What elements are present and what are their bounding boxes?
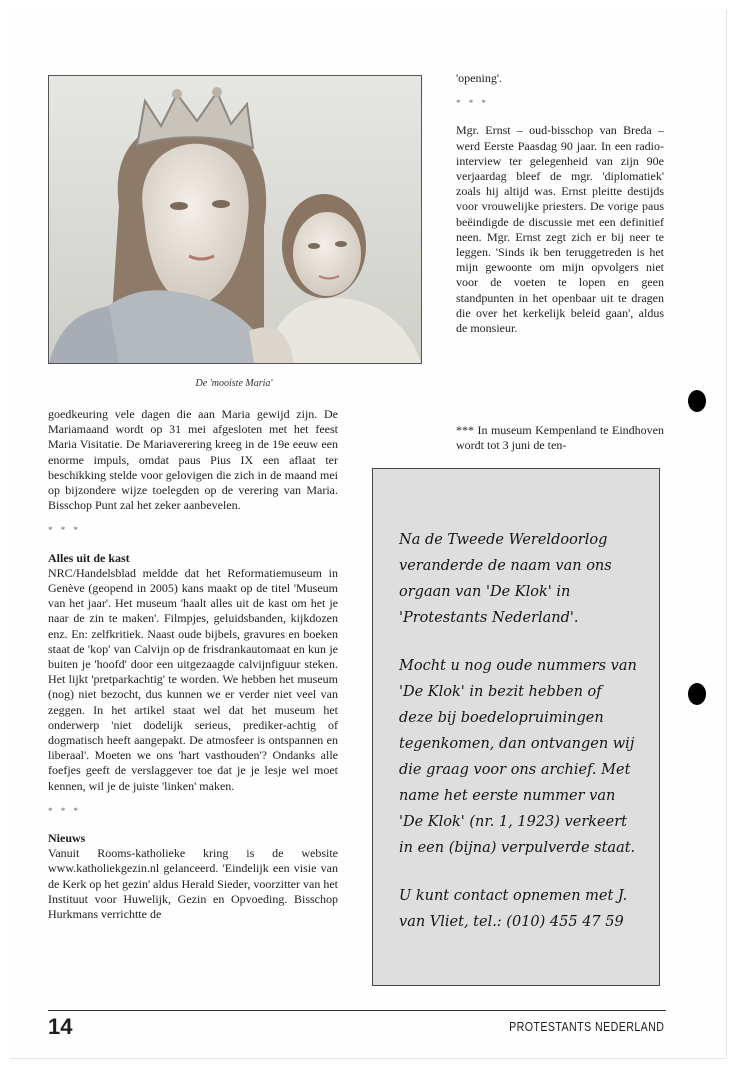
section-heading-nieuws: Nieuws	[48, 831, 86, 846]
kast-paragraph: NRC/Handelsblad meldde dat het Reformatiemuseum in Genève (geopend in 2005) kans maakt op de titel 'Museum van het jaar'. Het museum 'haalt alles uit de kast om het je naar de zin te maken'. Filmpjes, geluidsbanden, kijkdozen enz. En: zelfkritiek. Naast oude bijbels, gravures en boeken staat de 'kop' van Calvijn op de frisdrankautomaat en kun je buiten je 'hoofd' door een uitgezaagde calvijnfiguur steken. Het lijkt 'pretparkachtig' te worden. We hebben het museum (nog) niet bezocht, dus kunnen we er verder niet veel van zeggen. In het artikel staat wel dat het museum het onderwerp 'niet dodelijk serieus, prediker-achtig of dogmatisch heeft aangepakt. De atmosfeer is ontspannen en liberaal'. Moeten we ons 'hart vasthouden'? Ondanks alle foefjes geeft de verslaggever toe dat je je lesje wel moet kennen, wil je de juiste 'linken' maken.	[48, 565, 338, 793]
museum-line-1: *** In museum Kempenland te Eindhoven wordt tot 3 juni de ten-	[456, 423, 664, 453]
right-column	[456, 71, 664, 336]
page-number: 14	[48, 1014, 73, 1039]
binder-hole-icon	[688, 683, 706, 705]
ernst-paragraph: Mgr. Ernst – oud-bisschop van Breda – werd Eerste Paasdag 90 jaar. In een radio-interview ter gelegenheid van zijn 90e verjaardag bleef de mgr. 'diplomatiek' zoals hij altijd was. Ernst pleitte destijds voor vrouwelijke priesters. De vorige paus beëindigde de discussie met een definitief neen. Mgr. Ernst zegt zich er bij neer te leggen. 'Sinds ik ben teruggetreden is het mijn gewoonte om mijn opvolgers niet voor de voeten te lopen en geen standpunten in het openbaar uit te dragen die over het kerkelijk beleid gaan', aldus de monsieur.	[456, 123, 664, 336]
madonna-statue-image	[49, 76, 421, 363]
opening-text: 'opening'.	[456, 71, 502, 85]
separator-stars: * * *	[48, 525, 81, 536]
intro-paragraph: goedkeuring vele dagen die aan Maria gewijd zijn. De Mariamaand wordt op 31 mei afgesloten met het feest Maria Visitatie. De Mariaverering kreeg in de 19e eeuw een enorme impuls, omdat paus Pius IX een aflaat ter beschikking stelde voor gelovigen die zich in de maand mei op bijzondere wijze toelegden op de verering van Maria. Bisschop Punt zal het zeker aanbevelen.	[48, 407, 338, 513]
notice-paragraph-1: Na de Tweede Wereldoorlog veranderde de naam van ons orgaan van 'De Klok' in 'Protestants Nederland'.	[399, 532, 612, 626]
left-column	[48, 407, 338, 922]
binder-hole-icon	[688, 390, 706, 412]
separator-stars: * * *	[456, 98, 489, 109]
photo-caption: De 'mooiste Maria'	[195, 378, 273, 389]
nieuws-paragraph: Vanuit Rooms-katholieke kring is de website www.katholiekgezin.nl gelanceerd. 'Eindelijk een visie van de Kerk op het gezin' aldus Herald Sieder, voorzitter van het Instituut voor Huwelijk, Gezin en Opvoeding. Bisschop Hurkmans verrichtte de	[48, 846, 338, 922]
separator-stars: * * *	[48, 805, 81, 816]
notice-paragraph-2: Mocht u nog oude nummers van 'De Klok' in bezit hebben of deze bij boedelopruimingen tegenkomen, dan ontvangen wij die graag voor ons archief. Met name het eerste nummer van 'De Klok' (nr. 1, 1923) verkeert in een (bijna) verpulverde staat.	[399, 658, 637, 856]
publication-title: PROTESTANTS NEDERLAND	[508, 1019, 664, 1034]
notice-paragraph-3: U kunt contact opnemen met J. van Vliet, tel.: (010) 455 47 59	[399, 888, 628, 930]
madonna-photo	[48, 75, 422, 364]
archive-notice-box	[372, 468, 660, 986]
footer-rule	[48, 1010, 666, 1011]
section-heading-kast: Alles uit de kast	[48, 550, 130, 565]
